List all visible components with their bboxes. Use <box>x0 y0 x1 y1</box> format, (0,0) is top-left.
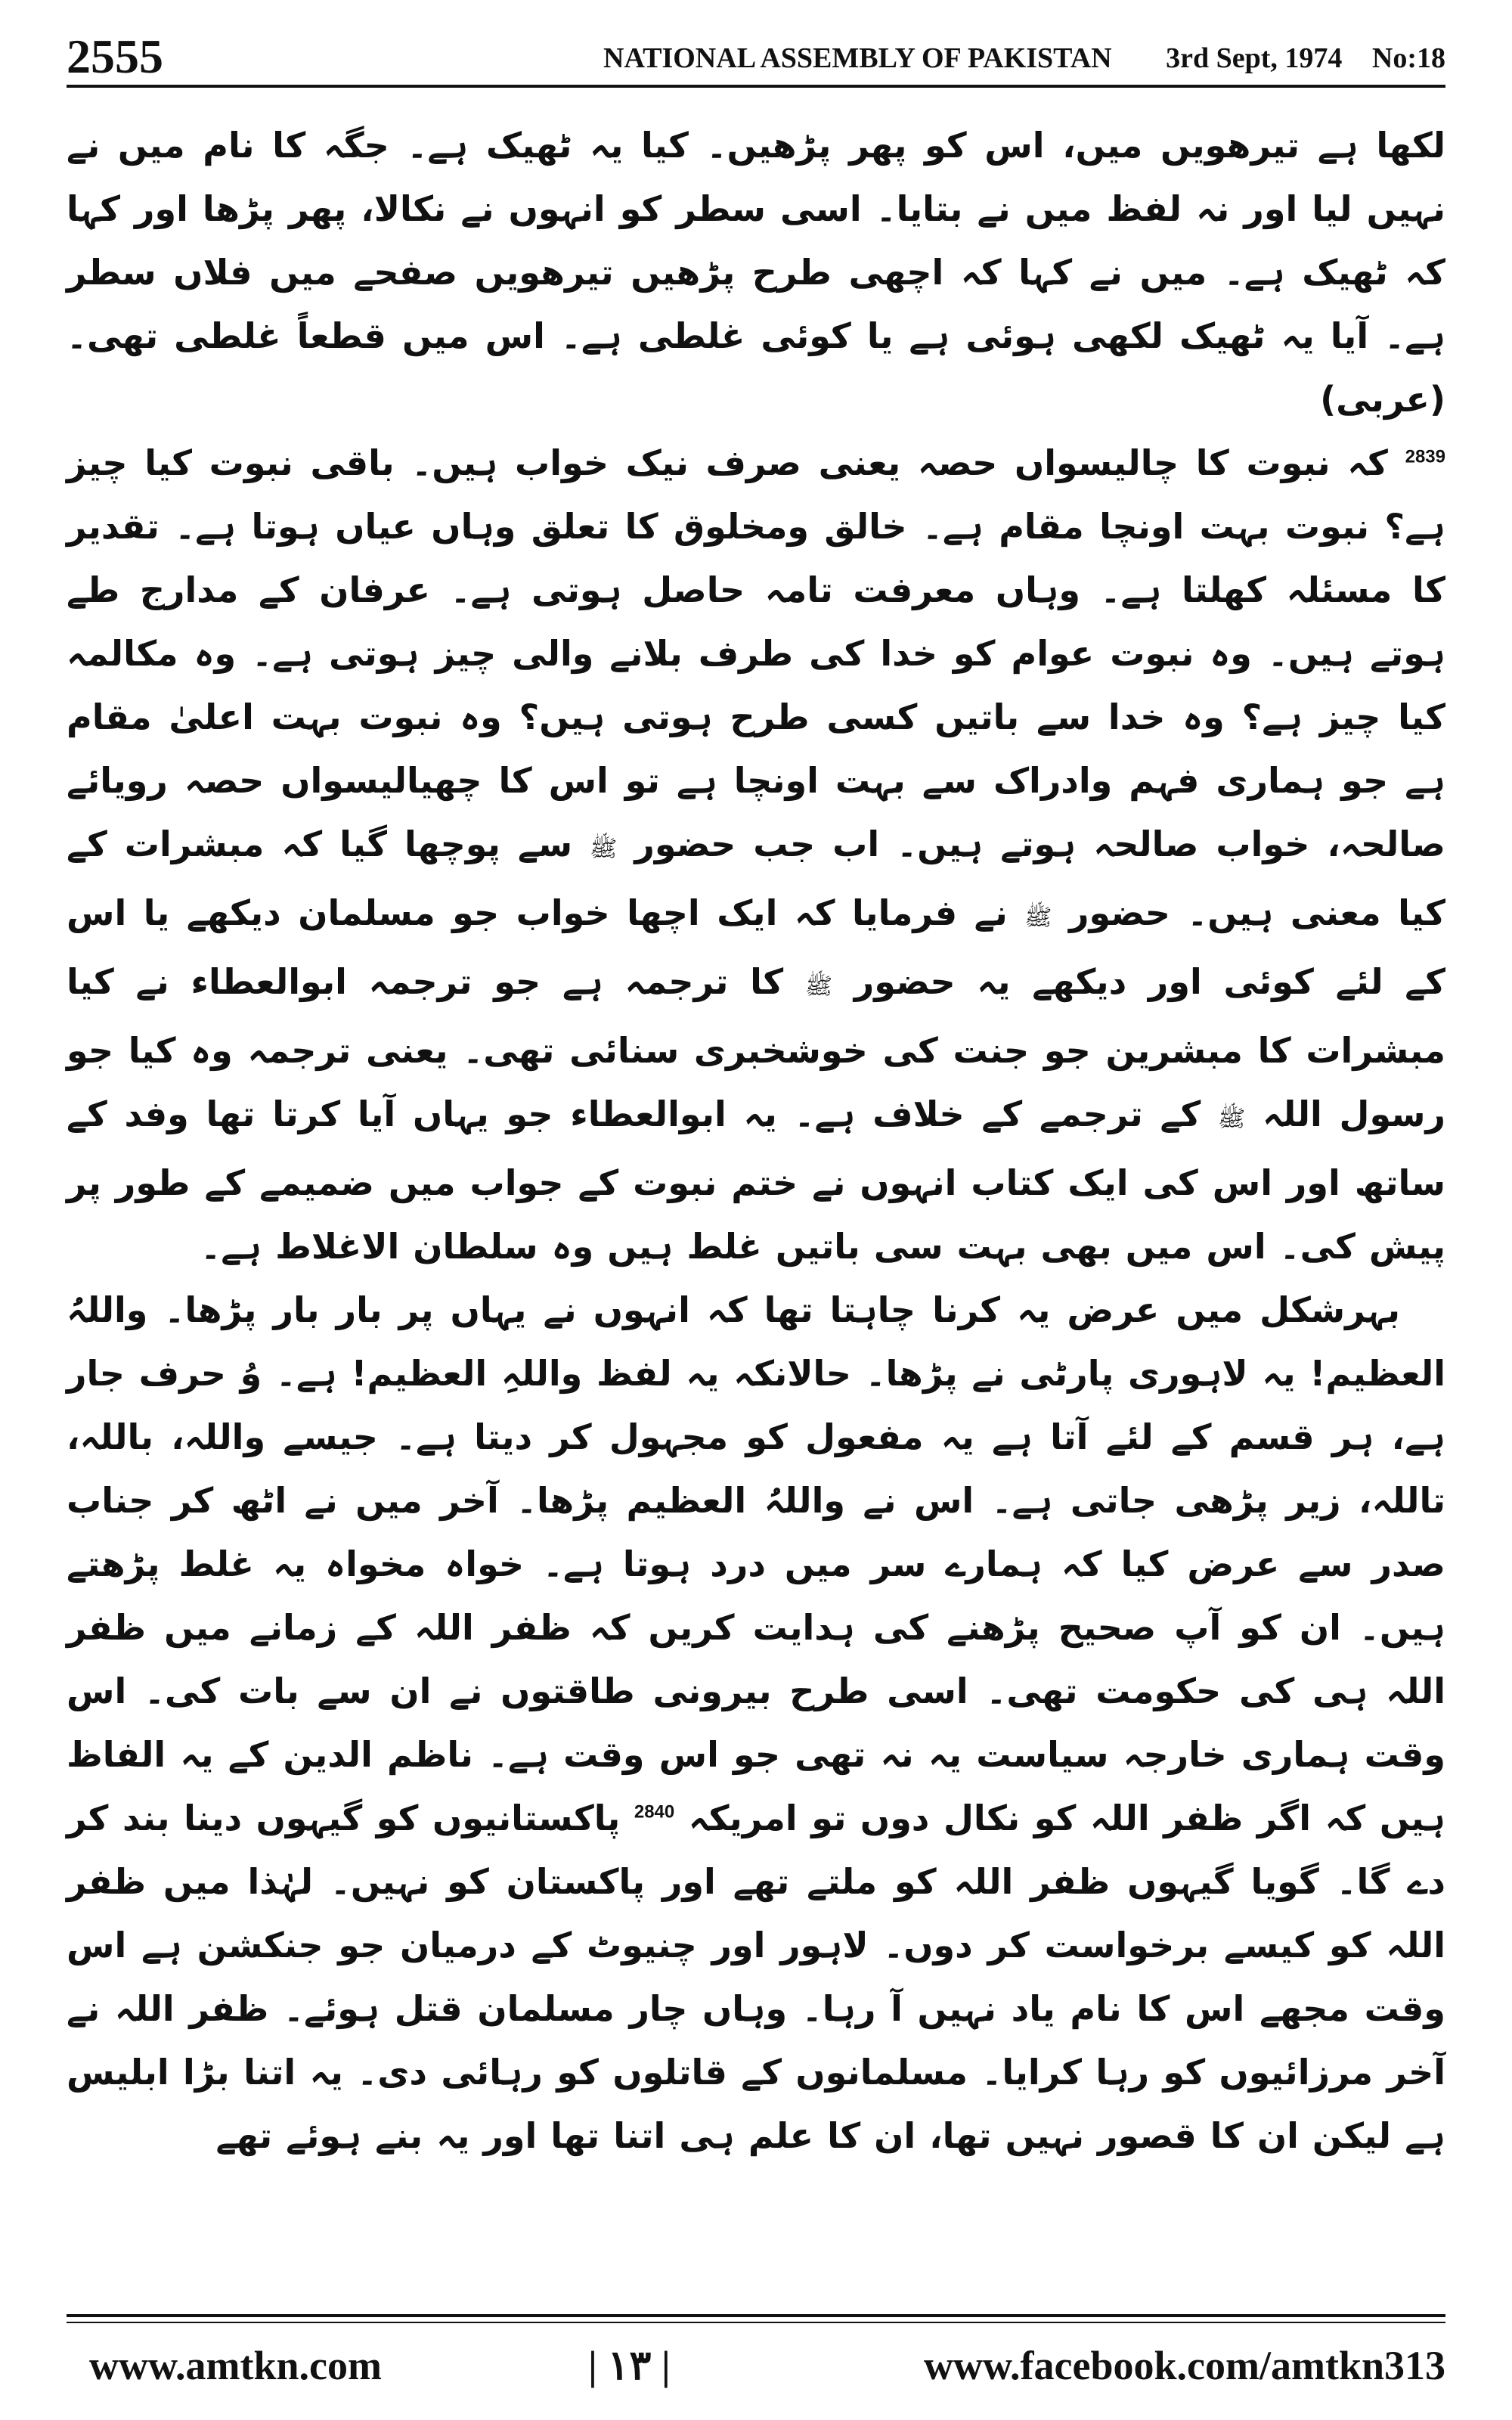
session-number: No:18 <box>1371 42 1445 74</box>
paragraph-text: کے ترجمے کے خلاف ہے۔ یہ ابوالعطاء جو یہاں آیا کرتا تھا وفد کے ساتھ اور اس کی ایک کتاب انہوں نے ختم نبوت کے جواب میں ضمیمے کے طور پر پیش کی۔ اس میں بھی بہت سی باتیں غلط ہیں وہ سلطان الاغلاط ہے۔ <box>67 1094 1445 1267</box>
assembly-title: NATIONAL ASSEMBLY OF PAKISTAN <box>603 42 1112 74</box>
salutation-glyph: ﷺ <box>1024 904 1052 931</box>
facebook-link[interactable]: www.facebook.com/amtkn313 <box>924 2343 1445 2388</box>
footer-page-number: | ۱۳ | <box>588 2343 671 2388</box>
salutation-glyph: ﷺ <box>804 973 833 1000</box>
paragraph-text: بہرشکل میں عرض یہ کرنا چاہتا تھا کہ انہوں نے یہاں پر بار بار پڑھا۔ واللہُ العظیم! یہ لاہوری پارٹی نے پڑھا۔ حالانکہ یہ لفظ واللہِ العظیم! ہے۔ وُ حرف جار ہے، ہر قسم کے لئے آتا ہے یہ مفعول کو مجہول کر دیتا ہے۔ جیسے واللہ، باللہ، تاللہ، زیر پڑھی جاتی ہے۔ اس نے واللہُ العظیم پڑھا۔ آخر میں نے اٹھ کر جناب صدر سے عرض کیا کہ ہمارے سر میں درد ہوتا ہے۔ خواہ مخواہ یہ غلط پڑھتے ہیں۔ ان کو آپ صحیح پڑھنے کی ہدایت کریں کہ ظفر اللہ کے زمانے میں ظفر اللہ ہی کی حکومت تھی۔ اسی طرح بیرونی طاقتوں نے ان سے بات کی۔ اس وقت ہماری خارجہ سیاست یہ نہ تھی جو اس وقت ہے۔ ناظم الدین کے یہ الفاظ ہیں کہ اگر ظفر اللہ کو نکال دوں تو امریکہ <box>67 1289 1446 1838</box>
paragraph-text: کہ نبوت کا چالیسواں حصہ یعنی صرف نیک خواب ہیں۔ باقی نبوت کیا چیز ہے؟ نبوت بہت اونچا مقام ہے۔ خالق ومخلوق کا تعلق وہاں عیاں ہوتا ہے۔ تقدیر کا مسئلہ کھلتا ہے۔ وہاں معرفت تامہ حاصل ہوتی ہے۔ عرفان کے مدارج طے ہوتے ہیں۔ وہ نبوت عوام کو خدا کی طرف بلانے والی چیز ہوتی ہے۔ وہ مکالمہ کیا چیز ہے؟ وہ خدا سے باتیں کسی طرح ہوتی ہیں؟ وہ نبوت بہت اعلیٰ مقام ہے جو ہماری فہم وادراک سے بہت اونچا ہے تو اس کا چھیالیسواں حصہ رویائے صالحہ، خواب صالحہ ہوتے ہیں۔ اب جب حضور <box>67 442 1445 864</box>
salutation-glyph: ﷺ <box>1217 1106 1246 1132</box>
footer-divider-thick <box>67 2314 1445 2317</box>
website-link[interactable]: www.amtkn.com <box>89 2343 382 2388</box>
page-header <box>67 30 1445 83</box>
paragraph-3 <box>67 1278 1445 2167</box>
paragraph-2 <box>67 431 1445 1278</box>
paragraph-text: لکھا ہے تیرھویں میں، اس کو پھر پڑھیں۔ کیا یہ ٹھیک ہے۔ جگہ کا نام میں نے نہیں لیا اور نہ لفظ میں نے بتایا۔ اسی سطر کو انہوں نے نکالا، پھر پڑھا اور کہا کہ ٹھیک ہے۔ میں نے کہا کہ اچھی طرح پڑھیں تیرھویں صفحے میں فلاں سطر ہے۔ آیا یہ ٹھیک لکھی ہوئی ہے یا کوئی غلطی ہے۔ اس میں قطعاً غلطی تھی۔ (عربی) <box>67 125 1445 420</box>
header-divider <box>67 85 1445 88</box>
page-number: 2555 <box>67 29 163 83</box>
paragraph-1 <box>67 113 1445 431</box>
paragraph-text: پاکستانیوں کو گیہوں دینا بند کر دے گا۔ گویا گیہوں ظفر اللہ کو ملتے تھے اور پاکستان کو نہیں۔ لہٰذا میں ظفر اللہ کو کیسے برخواست کر دوں۔ لاہور اور چنیوٹ کے درمیان جو جنکشن ہے اس وقت مجھے اس کا نام یاد نہیں آ رہا۔ وہاں چار مسلمان قتل ہوئے۔ ظفر اللہ نے آخر مرزائیوں کو رہا کرایا۔ مسلمانوں کے قاتلوں کو رہائی دی۔ یہ اتنا بڑا ابلیس ہے لیکن ان کا قصور نہیں تھا، ان کا علم ہی اتنا تھا اور یہ بنے ہوئے تھے <box>67 1798 1445 2156</box>
session-date: 3rd Sept, 1974 <box>1166 42 1343 74</box>
paragraph-text: نے فرمایا کہ ایک اچھا خواب جو مسلمان دیکھے یا اس کے لئے کوئی اور دیکھے یہ حضور <box>67 892 1446 1002</box>
header-info <box>603 39 1445 77</box>
document-body <box>67 113 1445 2269</box>
footnote-marker: 2839 <box>1405 446 1445 467</box>
paragraph-text: سے پوچھا گیا کہ مبشرات کے کیا معنی ہیں۔ حضور <box>67 824 1445 933</box>
salutation-glyph: ﷺ <box>590 836 618 862</box>
page-footer <box>67 2335 1445 2396</box>
footer-divider-thin <box>67 2322 1445 2323</box>
footnote-marker: 2840 <box>634 1801 675 1823</box>
paragraph-text: کا ترجمہ ہے جو ترجمہ ابوالعطاء نے کیا مبشرات کا مبشرین جو جنت کی خوشخبری سنائی تھی۔ یعنی ترجمہ وہ کیا جو رسول اللہ <box>67 961 1446 1134</box>
